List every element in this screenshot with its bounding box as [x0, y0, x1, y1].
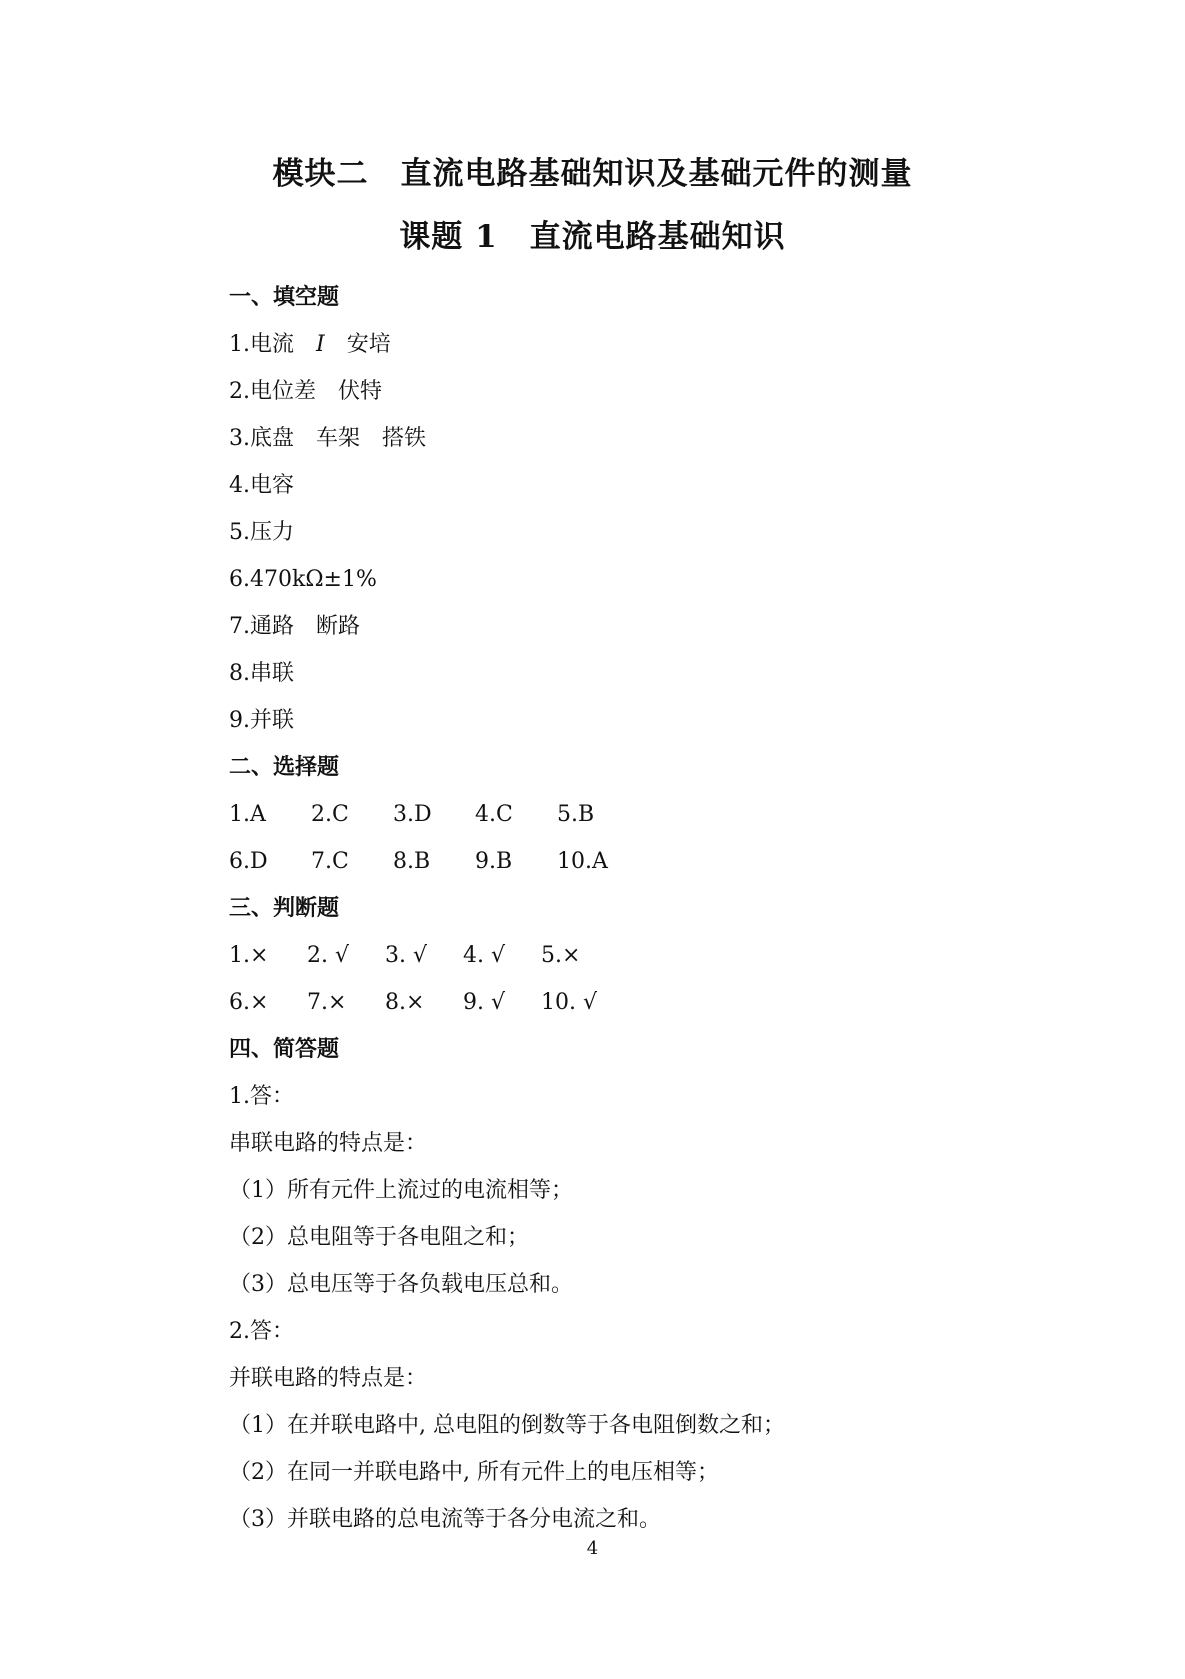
short-answer-line: 串联电路的特点是：	[229, 1131, 428, 1156]
section-heading-true-false: 三、判断题	[229, 895, 340, 921]
fill-blank-item-9: 9.并联	[229, 708, 294, 733]
tf-answer: 7.×	[307, 990, 347, 1015]
mc-answer: 1.A	[229, 802, 266, 827]
fill-blank-item-2: 2.电位差 伏特	[229, 379, 382, 404]
tf-answer: 8.×	[385, 990, 425, 1015]
short-answer-line: （1）在并联电路中, 总电阻的倒数等于各电阻倒数之和；	[229, 1413, 785, 1438]
mc-answer: 2.C	[311, 802, 349, 827]
fill-blank-item-1-variable: I	[316, 332, 325, 357]
mc-answer: 4.C	[475, 802, 513, 827]
tf-answer: 6.×	[229, 990, 269, 1015]
section-heading-short-answer: 四、简答题	[229, 1036, 340, 1062]
fill-blank-item-4: 4.电容	[229, 473, 294, 498]
module-title: 模块二 直流电路基础知识及基础元件的测量	[272, 156, 913, 192]
tf-answer: 1.×	[229, 943, 269, 968]
short-answer-line: （1）所有元件上流过的电流相等；	[229, 1178, 573, 1203]
fill-blank-item-3: 3.底盘 车架 搭铁	[229, 426, 426, 451]
true-false-row-2	[229, 979, 1029, 1026]
short-answer-line: （3）并联电路的总电流等于各分电流之和。	[229, 1507, 661, 1532]
tf-answer: 9. √	[463, 990, 506, 1015]
tf-answer: 5.×	[541, 943, 581, 968]
mc-answer: 8.B	[393, 849, 431, 874]
mc-answer: 5.B	[557, 802, 595, 827]
short-answer-line: 1.答：	[229, 1084, 294, 1109]
mc-answer: 6.D	[229, 849, 268, 874]
fill-blank-item-1	[229, 321, 1029, 368]
mc-answer: 7.C	[311, 849, 349, 874]
lesson-title: 课题 1 直流电路基础知识	[399, 219, 786, 255]
fill-blank-item-1-post: 安培	[324, 332, 391, 357]
short-answer-line: 并联电路的特点是：	[229, 1366, 428, 1391]
mc-answer: 10.A	[557, 849, 608, 874]
fill-blank-item-6: 6.470kΩ±1%	[229, 567, 377, 592]
tf-answer: 10. √	[541, 990, 597, 1015]
answer-body	[229, 274, 1029, 1543]
multiple-choice-row-1	[229, 791, 1029, 838]
section-heading-fill-blank: 一、填空题	[229, 284, 340, 310]
tf-answer: 4. √	[463, 943, 506, 968]
short-answer-line: （2）在同一并联电路中, 所有元件上的电压相等；	[229, 1460, 719, 1485]
section-heading-multiple-choice: 二、选择题	[229, 754, 340, 780]
fill-blank-item-5: 5.压力	[229, 520, 294, 545]
fill-blank-item-1-pre: 1.电流	[229, 332, 316, 357]
short-answer-line: （3）总电压等于各负载电压总和。	[229, 1272, 573, 1297]
tf-answer: 2. √	[307, 943, 350, 968]
tf-answer: 3. √	[385, 943, 428, 968]
multiple-choice-row-2	[229, 838, 1029, 885]
fill-blank-item-8: 8.串联	[229, 661, 294, 686]
mc-answer: 9.B	[475, 849, 513, 874]
page-number: 4	[586, 1538, 599, 1559]
short-answer-line: （2）总电阻等于各电阻之和；	[229, 1225, 529, 1250]
short-answer-line: 2.答：	[229, 1319, 294, 1344]
mc-answer: 3.D	[393, 802, 432, 827]
fill-blank-item-7: 7.通路 断路	[229, 614, 360, 639]
true-false-row-1	[229, 932, 1029, 979]
